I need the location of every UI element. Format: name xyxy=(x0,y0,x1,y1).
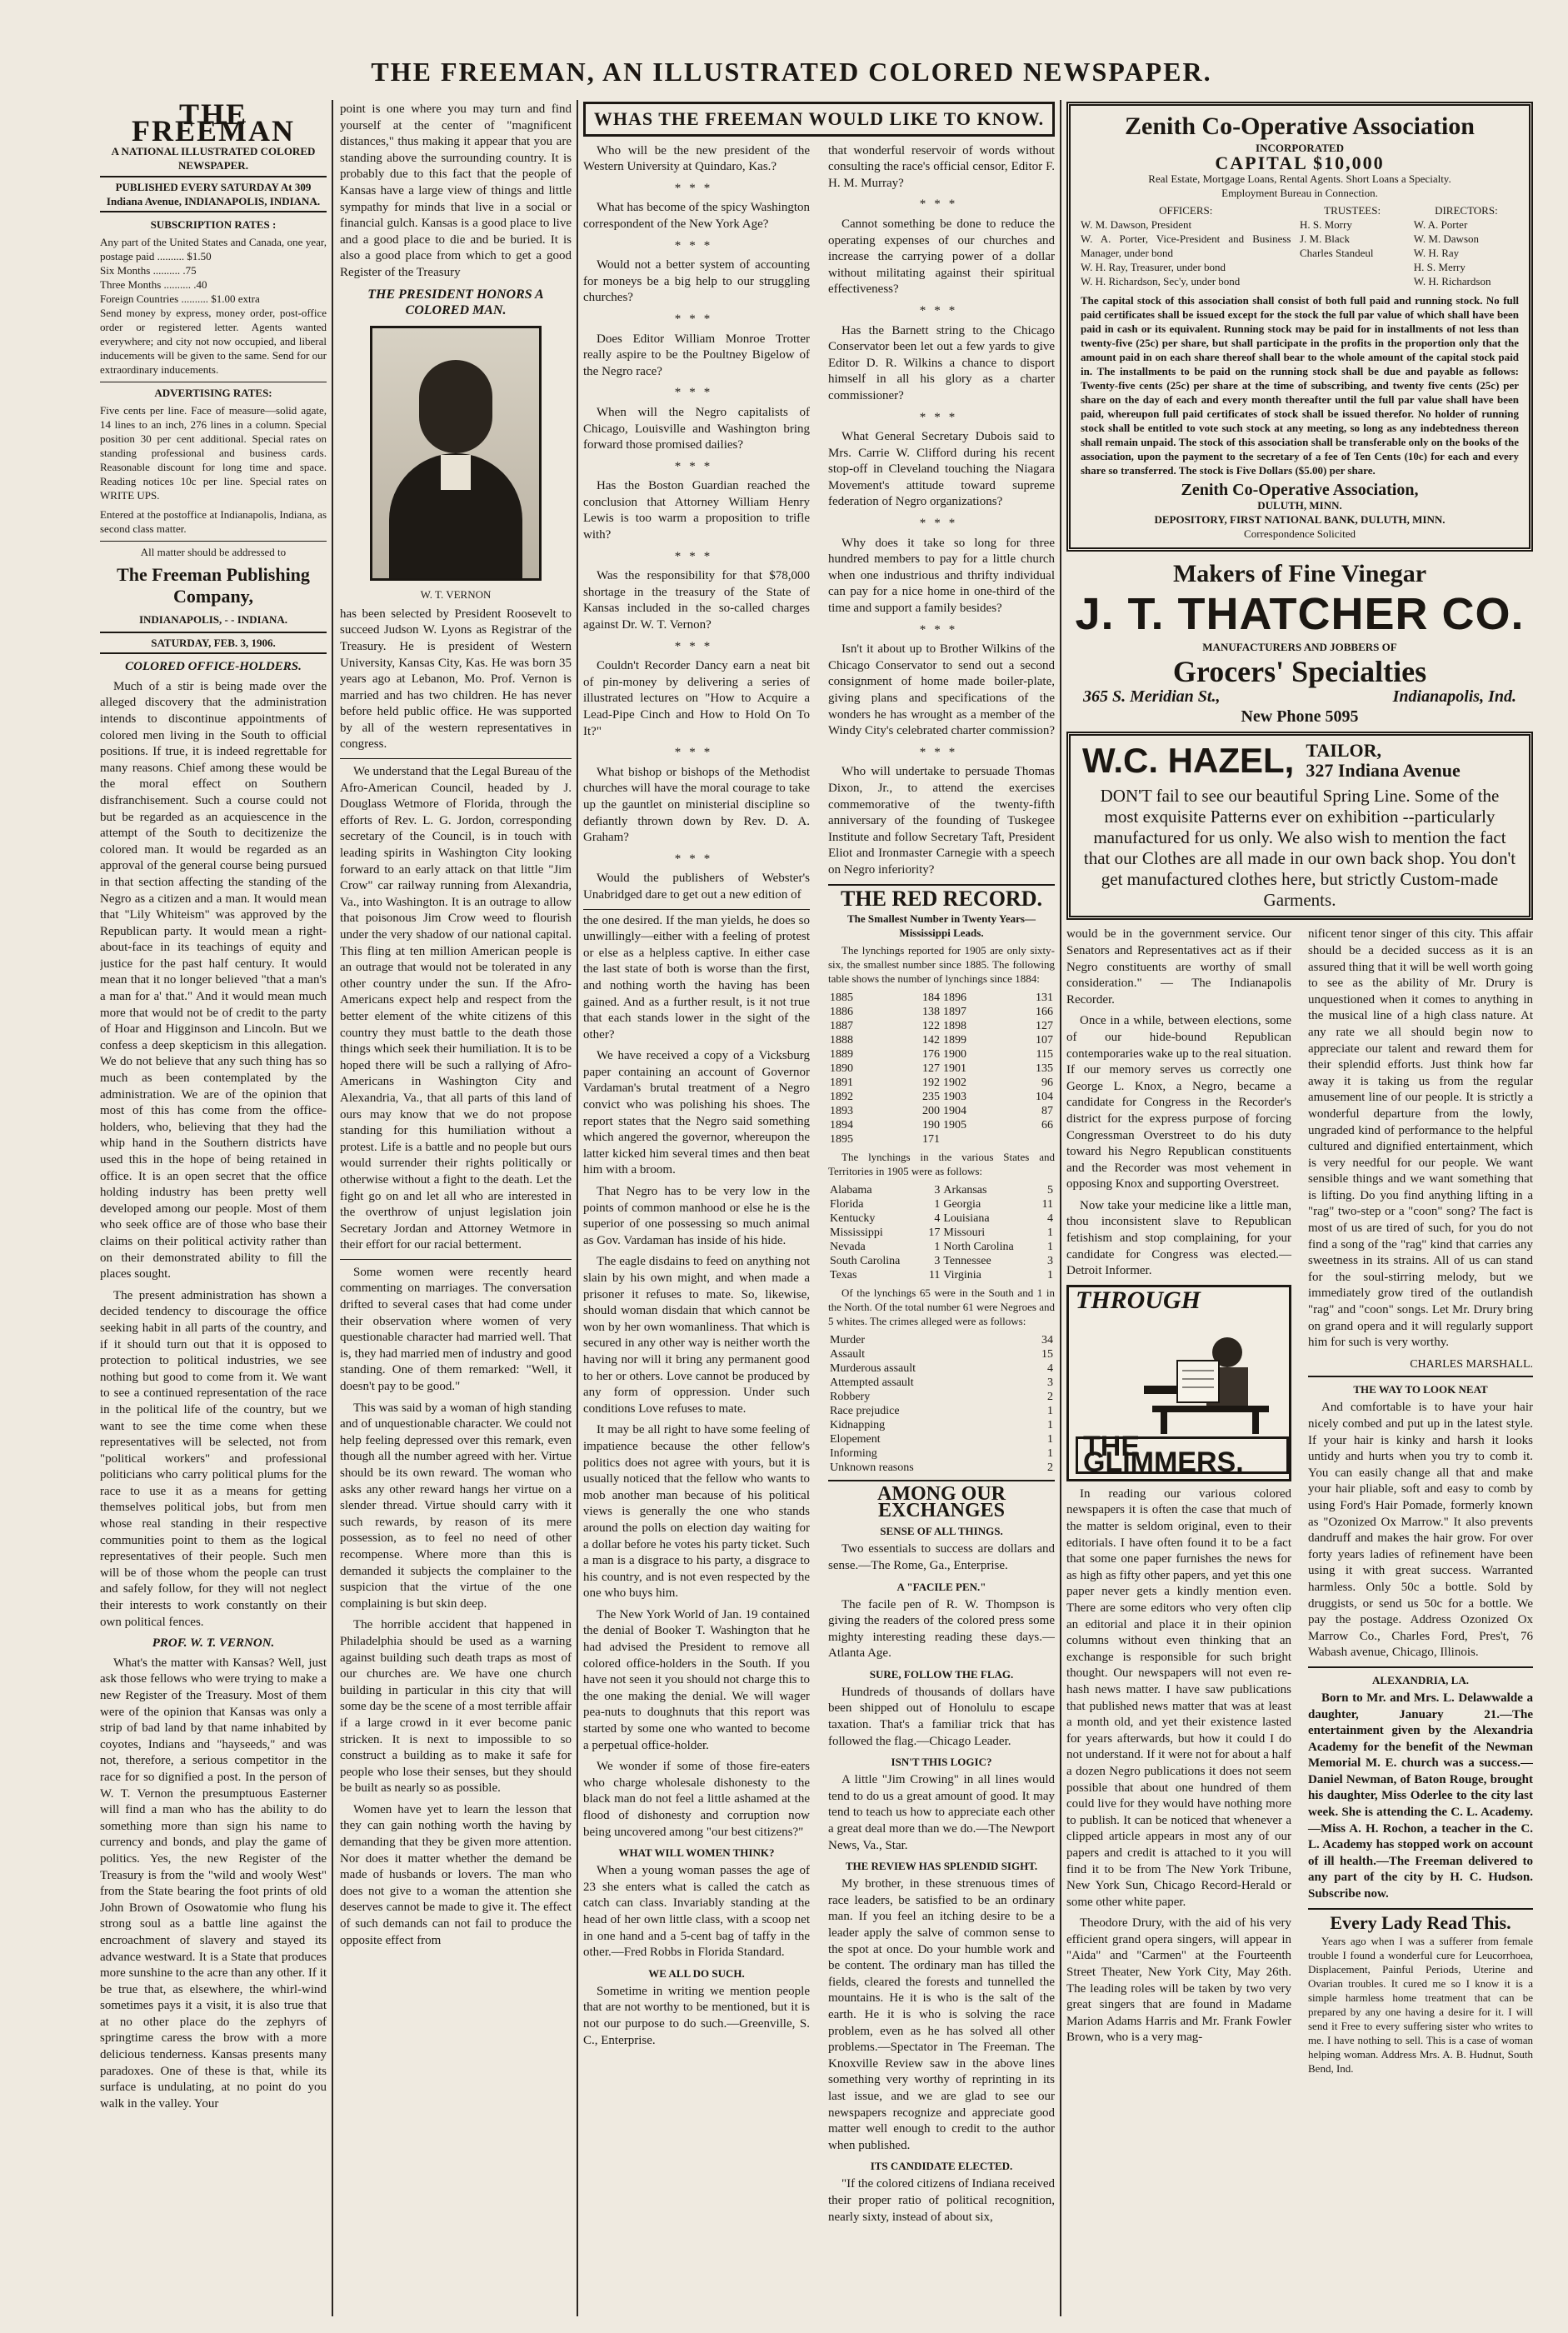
table-cell: 1 xyxy=(1047,1405,1053,1418)
question: Why does it take so long for three hundred members to pay for a little church when one industrious and thrifty individual can pay for a nice home in one-third of the time and support a family besides? xyxy=(828,536,1055,616)
vernon-appointment: has been selected by President Roosevelt to succeed Judson W. Lyons as Registrar of the Treasury. He is president of Western University, Kansas City, Kas. He was born 35 years ago at Lebanon, Mo. Prof. Vernon is married and has two children. He has never before held public office. He was supported by all of the western representatives in congress. xyxy=(340,607,572,752)
table-cell: 1 xyxy=(1047,1269,1053,1282)
director: W. A. Porter xyxy=(1413,217,1468,231)
state-row xyxy=(828,1211,1055,1226)
states-intro: The lynchings in the various States and Territories in 1905 were as follows: xyxy=(828,1151,1055,1178)
table-cell: 166 xyxy=(1036,1006,1053,1019)
table-cell: 3 xyxy=(934,1255,941,1268)
we-do-heading: WE ALL DO SUCH. xyxy=(648,1966,745,1980)
entered-notice: Entered at the postoffice at Indianapolis, Indiana, as second class matter. xyxy=(100,508,327,536)
table-cell: 127 xyxy=(1036,1020,1053,1033)
table-cell: Louisiana xyxy=(943,1212,990,1226)
table-cell: Unknown reasons xyxy=(830,1461,914,1475)
exchange-heading: THE REVIEW HAS SPLENDID SIGHT. xyxy=(845,1860,1038,1873)
year-row xyxy=(828,1118,1055,1132)
table-cell: 3 xyxy=(1047,1255,1053,1268)
table-cell: 235 xyxy=(921,1091,940,1104)
drury-continued: nificent tenor singer of this city. This affair should be a decided success as it is an assured thing that it will be well worth going to see as the ability of Mr. Drury is unquestioned when it comes to anything in the musical line of a high class nature. At any rate we all should begin now to appreciate our talent and reward them for their splendid efforts. Just think how far away it is taking us from the regular amusement line of our people. It is strictly a wonderful departure from the lowly, ungraded kind of performance to the helpful cultured and dignified entertainment, which is very needful for our people. We want sensible things and we want something that is lifting. Do you find anything lifting in a "rag" two-step or a "coon" song? The fact is most of us are tired of such, for you do not find a song of the "rag" kind that carries any sweetness in its strains. All of us can stand for the soul-stirring melody, but we immediately grow tired of the outlandish "rag" and "coon" songs. Let Mr. Drury bring on grand opera and it will regularly support him for such is very worthy. xyxy=(1308,927,1533,1350)
year-row xyxy=(828,1076,1055,1090)
exchange-heading: ITS CANDIDATE ELECTED. xyxy=(870,2160,1013,2173)
exchange-heading: SENSE OF ALL THINGS. xyxy=(880,1525,1003,1538)
zenith-depository: DEPOSITORY, FIRST NATIONAL BANK, DULUTH, MINN. xyxy=(1154,513,1446,527)
question: Who will be the new president of the Western University at Quindaro, Kas.? xyxy=(583,143,810,174)
we-do-paragraph: Sometime in writing we mention people that are not worthy to be mentioned, but it is not our purpose to do such.—Greenville, S. C., Enterprise. xyxy=(583,1984,810,2047)
lynching-crimes-table xyxy=(828,1333,1055,1475)
crime-row xyxy=(828,1418,1055,1432)
zenith-signature: Zenith Co-Operative Association, xyxy=(1181,480,1419,499)
question: When will the Negro capitalists of Chicago, Louisville and Washington bring forward those promised dailies? xyxy=(583,405,810,452)
table-cell: 1903 xyxy=(942,1091,966,1104)
exchanges-list xyxy=(828,1524,1055,2226)
table-cell: 115 xyxy=(1036,1048,1053,1062)
lower-paragraph: We wonder if some of those fire-eaters who charge wholesale dishonesty to the black man do not feel a little ashamed at the flood of dishonesty and corruption now being uncovered among "our best citizens?" xyxy=(583,1760,810,1839)
table-cell: Texas xyxy=(830,1269,857,1282)
table-cell: 192 xyxy=(921,1077,940,1090)
lower-paragraph: the one desired. If the man yields, he does so unwillingly—either with a feeling of protest or else as a helpless captive. In either case the last state of both is worse than the first, and nothing worth the having has been gained. And as a further result, is it not true that each stands lower in the sight of the other? xyxy=(583,913,810,1042)
table-cell xyxy=(941,1132,1005,1147)
trustees-heading: TRUSTEES: xyxy=(1324,203,1381,217)
crime-row xyxy=(828,1446,1055,1461)
officer: W. M. Dawson, President xyxy=(1081,217,1192,231)
table-cell: 1896 xyxy=(942,992,966,1005)
year-row xyxy=(828,1005,1055,1019)
manufacturers-line: MANUFACTURERS AND JOBBERS OF xyxy=(1202,641,1397,654)
hazel-ad xyxy=(1066,732,1533,920)
editorial-paragraph: Much of a stir is being made over the alleged discovery that the administration intends to discontinue appointments of colored men living in the South to official positions. If true, it is indeed regrettable for many reasons. Chief among these would be the moral effect on Southern disfranchisement. Such a course could not but be regarded as an acquiescence in the attempt of the South to decitizenize the colored man. It would be regarded as an approval of the general course being pursued in that section affecting the standing of the Negro as a citizen and a man. It would mean that "Lily Whiteism" was approved by the Republican party. It would mean a right-about-face in its teachings of equity and justice for the past half century. It would mean that it no longer believed "that a man's a man for a' that." And it would mean much more that would not be of credit to the party of Hoar and Higginson and Lincoln. But we confess a deep skepticism in this allegation. We do not believe that any such thing has so much as been contemplated by the administration. We are of the opinion that most of this has come from the office-holders, who, believing that they had the whip hand in the Southern districts have used this in the hope of being retained in office. It is an open secret that the office holding industry has been pretty well developed among our people. Most of them who seek office are of those who base their claims on their political activity rather than on their demonstrated ability to fill the places sought. xyxy=(100,679,327,1281)
masthead: THE FREEMAN, AN ILLUSTRATED COLORED NEWSPAPER. xyxy=(371,57,1212,87)
zenith-ad xyxy=(1066,102,1533,552)
column-2 xyxy=(340,102,572,2310)
column-1 xyxy=(100,102,327,2310)
hazel-address: 327 Indiana Avenue xyxy=(1306,760,1461,782)
lower-paragraph: The New York World of Jan. 19 contained the denial of Booker T. Washington that he had advised the President to remove all colored office-holders in the South. If you have not seen it you should not charge this to the one making the denial. We will wager pea-nuts to doughnuts that this report was started by some one who wanted to become a perpetual office-holder. xyxy=(583,1607,810,1752)
legal-bureau-paragraph: We understand that the Legal Bureau of the Afro-American Council, headed by J. Douglass Wetmore of Florida, through the efforts of Rev. L. G. Jordon, corresponding secretary of the Council, is in touch with leading spirits in Washington City looking forward to an early attack on that little "Jim Crow" car railway running from Alexandria, Va., into Washington. It is an outrage to allow that poisonous Jim Crow weed to flourish under the very shadow of our national capital. This fling at ten million American people is an outrage that would not be tolerated in any other country under the sun. If the Afro-Americans expect help and respect from the better element of the white citizens of this country they must battle to the death those things which seek their humiliation. It is to be hoped there will be such a rallying of Afro-Americans in Washington City and Alexandria, Va., that all parts of this land of ours may know that we do not propose standing for this humiliation without a protest. Life is a battle and no people but ours would surrender their rights politically or otherwise without a fight to the death. Let the fight go on and let all who are interested in the overthrow of unjust legislation join Secretary Jordan and Attorney Wetmore in their effort for our racial betterment. xyxy=(340,765,572,1252)
table-cell: 1904 xyxy=(942,1105,966,1118)
thatcher-address: 365 S. Meridian St., xyxy=(1083,687,1221,707)
director: H. S. Merry xyxy=(1413,260,1466,273)
table-cell: 66 xyxy=(1041,1119,1053,1132)
table-cell: 1 xyxy=(1047,1419,1053,1432)
table-cell: 1895 xyxy=(830,1133,853,1147)
advertising-heading: ADVERTISING RATES: xyxy=(100,382,327,400)
look-neat-paragraph: And comfortable is to have your hair nicely combed and put up in the latest style. If your hair is kinky and harsh it looks untidy and hurts when you try to comb it. You can easily change all that and make your hair pliable, soft and easy to comb by using Ford's Hair Pomade, formerly known as "Ozonized Ox Marrow." It also prevents dandruff and makes the hair grow. For over forty years ladies of refinement have been using it with great success. Warranted harmless. Only 50c a bottle. Sold by druggists, or send us 50c for a bottle. We pay the postage. Address Ozonized Ox Marrow Co., Charles Ford, Pres't, 76 Wabash avenue, Chicago, Illinois. xyxy=(1308,1401,1533,1660)
trustee: Charles Standeul xyxy=(1300,246,1374,259)
year-row xyxy=(828,991,1055,1005)
table-cell: 2 xyxy=(1047,1391,1053,1404)
vinegar-line: Makers of Fine Vinegar xyxy=(1172,560,1427,588)
women-paragraph: When a young woman passes the age of 23 she enters what is called the catch as catch can class. Invariably standing at the head of her own little class, with a scoop net in one hand and a 5-cent bag of taffy in the other.—Fred Robbs in Florida Standard. xyxy=(583,1864,810,1960)
freeman-would-like-to-know-banner: WHAS THE FREEMAN WOULD LIKE TO KNOW. xyxy=(583,102,1055,137)
table-cell: 1898 xyxy=(942,1020,966,1033)
table-cell: 1 xyxy=(934,1241,941,1254)
vernon-portrait xyxy=(370,326,542,581)
zenith-title: Zenith Co-Operative Association xyxy=(1125,112,1475,140)
zenith-services: Real Estate, Mortgage Loans, Rental Agents. Short Loans a Specialty. xyxy=(1148,172,1451,185)
exchange-text: My brother, in these strenuous times of race leaders, be satisfied to be an ordinary man. If you feel an itching desire to be a leader apply the salve of common sense to the spot at once. Do your humble work and be content. The ordinary man has tilled the fields, cleared the forests and tunnelled the mountains. He it is who is the salt of the earth. He it is who is solving the race problem, even as he has solved all other problems.—Spectator in The Freeman. The Knoxville Review saw in the above lines something very worthy of reprinting in its last issue, and we are glad to see our newspapers recognize and appreciate good matter well enough to credit to the author when published. xyxy=(828,1877,1055,2152)
question: What General Secretary Dubois said to Mrs. Carrie W. Clifford during his recent stop-off in Cleveland touching the Niagara Movement's attitude toward supreme federation of Negro organizations? xyxy=(828,430,1055,509)
address-heading: All matter should be addressed to xyxy=(100,541,327,559)
editorial-heading: COLORED OFFICE-HOLDERS. xyxy=(125,660,302,674)
table-cell: Robbery xyxy=(830,1391,871,1404)
divider xyxy=(340,758,572,759)
crime-row xyxy=(828,1461,1055,1475)
table-cell: 15 xyxy=(1041,1348,1053,1361)
published-notice: PUBLISHED EVERY SATURDAY At 309 Indiana Avenue, INDIANAPOLIS, INDIANA. xyxy=(100,176,327,212)
issue-date: SATURDAY, FEB. 3, 1906. xyxy=(100,632,327,654)
exchange-text: A little "Jim Crowing" in all lines would tend to do us a great amount of good. It may tend to teach us how to appreciate each other a great deal more than we do.—The Newport News, Va., Star. xyxy=(828,1773,1055,1852)
column-4-left xyxy=(1066,927,1291,2081)
table-cell: 176 xyxy=(921,1048,940,1062)
look-neat-heading: THE WAY TO LOOK NEAT xyxy=(1353,1383,1488,1396)
red-record-intro: The lynchings reported for 1905 are only sixty-six, the smallest number since 1885. The following table shows the number of lynchings since 1884: xyxy=(828,944,1055,986)
knox-paragraph: Once in a while, between elections, some of our hide-bound Republican contemporaries wake up to the real situation. If our memory serves us correctly one George L. Knox, a Negro, became a candidate for Congress in the Recorder's district for the express purpose of forcing Congressman Overstreet to do his duty toward his Negro Republican constituents and the Recorder was most vehement in opposing Knox and supporting Overstreet. xyxy=(1066,1014,1291,1191)
table-cell: 3 xyxy=(1047,1376,1053,1390)
table-cell: Virginia xyxy=(943,1269,981,1282)
table-cell: 11 xyxy=(1041,1198,1053,1211)
lower-paragraph: The eagle disdains to feed on anything not slain by his own might, and when made a prisoner it refuses to mate. So, likewise, should woman disdain that which cannot be won by her own womanliness. That which is secured in any other way is neither worth the having nor will it bring any permanent good to her or others. Love cannot be produced by any form of oppression. Under such conditions Love refuses to mate. xyxy=(583,1255,810,1416)
rate-line: Any part of the United States and Canada, one year, postage paid .......... $1.50 xyxy=(100,236,327,263)
exchanges-heading: AMONG OUR EXCHANGES xyxy=(877,1483,1006,1521)
question: Who will undertake to persuade Thomas Dixon, Jr., to attend the exercises commemorative of the twenty-fifth anniversary of the founding of Tuskegee Institute and follow Secretary Taft, President Eliot and Ironmaster Carnegie with a speech on Negro inferiority? xyxy=(828,765,1055,877)
table-cell: 2 xyxy=(1047,1461,1053,1475)
question: Would the publishers of Webster's Unabridged dare to get out a new edition of xyxy=(583,872,810,902)
hazel-name: W.C. HAZEL, xyxy=(1082,741,1295,781)
lynching-years-table xyxy=(828,991,1055,1147)
zenith-incorporated: INCORPORATED xyxy=(1256,142,1344,154)
exchange-heading: ISN'T THIS LOGIC? xyxy=(891,1756,992,1769)
table-cell: 1889 xyxy=(830,1048,853,1062)
thatcher-city: Indianapolis, Ind. xyxy=(1392,687,1516,707)
table-cell: Race prejudice xyxy=(830,1405,900,1418)
exchange-text: Hundreds of thousands of dollars have been shipped out of Honolulu to escape taxation. That's a familiar trick that has followed the flag.—Chicago Leader. xyxy=(828,1685,1055,1748)
table-cell: 171 xyxy=(921,1133,940,1147)
table-cell: Assault xyxy=(830,1348,865,1361)
question: Does Editor William Monroe Trotter really aspire to be the Poultney Bigelow of the Negro race? xyxy=(583,332,810,378)
editorial-paragraph: The present administration has shown a decided tendency to discourage the office seeking habit in all parts of the country, and if it should turn out that it is opposed to protection to political industries, we see nothing but good to come from it. We want to see a continued representation of the race in the political life of the country, but we want to see the time come when these representatives will be selected, not from "political workers" and professional politicians who carry political plums for the race to use it as a means for getting themselves political jobs, but from men whose real standing in their respective communities point to them as the logical representatives of their people. Such men will be of those whom the people can trust and safely follow, for they will not neglect their interests to work constantly on their own political fences. xyxy=(100,1288,327,1629)
table-cell: 1 xyxy=(934,1198,941,1211)
table-cell: 4 xyxy=(1047,1212,1053,1226)
rate-line: Foreign Countries .......... $1.00 extra xyxy=(100,292,260,306)
question: Has the Boston Guardian reached the conclusion that Attorney William Henry Lewis is too warm a proposition to trifle with? xyxy=(583,479,810,542)
hazel-text: DON'T fail to see our beautiful Spring Line. Some of the most exquisite Patterns ever on exhibition --particularly manufactured for us only. We also wish to mention the fact that our Clothes are all made in our own back shop. You don't get manufactured clothes here, but strictly Custom-made Garments. xyxy=(1083,786,1516,911)
table-cell: 142 xyxy=(921,1034,940,1047)
table-cell: Missouri xyxy=(943,1226,986,1240)
table-cell: Murderous assault xyxy=(830,1362,916,1376)
trustee: H. S. Morry xyxy=(1300,217,1352,231)
question: What bishop or bishops of the Methodist churches will have the moral courage to take up the gauntlet on ministerial discipline so defiantly thrown down by Rev. D. A. Graham? xyxy=(583,765,810,845)
table-cell: 11 xyxy=(928,1269,941,1282)
question: that wonderful reservoir of words without consulting the race's official censor, Editor F. H. M. Murray? xyxy=(828,143,1055,190)
table-cell: 122 xyxy=(921,1020,940,1033)
table-cell: 184 xyxy=(921,992,940,1005)
states-note: Of the lynchings 65 were in the South and 1 in the North. Of the total number 61 were Negroes and 5 whites. The crimes alleged were as follows: xyxy=(828,1286,1055,1328)
grocers-line: Grocers' Specialties xyxy=(1172,655,1427,689)
directors-heading: DIRECTORS: xyxy=(1435,203,1498,217)
table-cell: Alabama xyxy=(830,1184,872,1197)
column-3 xyxy=(583,102,1055,2310)
table-cell: 1893 xyxy=(830,1105,853,1118)
crime-row xyxy=(828,1376,1055,1390)
zenith-capital: CAPITAL $10,000 xyxy=(1215,152,1385,173)
rates-heading: SUBSCRIPTION RATES : xyxy=(150,218,277,232)
crime-row xyxy=(828,1333,1055,1347)
column-rule xyxy=(332,100,333,2316)
column-rule xyxy=(577,100,578,2316)
table-cell: 1890 xyxy=(830,1062,853,1076)
crime-row xyxy=(828,1432,1055,1446)
table-cell: 5 xyxy=(1047,1184,1053,1197)
table-cell: 190 xyxy=(921,1119,940,1132)
table-cell: 3 xyxy=(934,1184,941,1197)
table-cell: 1885 xyxy=(830,992,853,1005)
philadelphia-paragraph: The horrible accident that happened in Philadelphia should be used as a warning against building such death traps as most of our churches are. We have one church building in particular in this city that will some day be the scene of a most terrible affair if a large crowd in it ever become panic stricken. It is next to impossible to so construct a building as to make it safe for people who lose their senses, but they should be built as nearly so as possible. xyxy=(340,1618,572,1796)
every-lady-paragraph: Years ago when I was a sufferer from female trouble I found a wonderful cure for Leucorrhoea, Displacement, Painful Periods, Uterine and Ovarian troubles. It cured me so I know it is a simple harmless home treatment that can be prepared by any one having a desire for it. I will send it Free to every suffering sister who writes to me. I have nothing to sell. This is a case of woman helping woman. Address Mrs. A. B. Hudnut, South Bend, Ind. xyxy=(1308,1935,1533,2076)
table-cell: 1900 xyxy=(942,1048,966,1062)
state-row xyxy=(828,1197,1055,1211)
reading-man-illustration xyxy=(1127,1327,1277,1436)
year-row xyxy=(828,1090,1055,1104)
year-row xyxy=(828,1062,1055,1076)
officers-heading: OFFICERS: xyxy=(1159,203,1213,217)
paper-subtitle: A NATIONAL ILLUSTRATED COLORED NEWSPAPER. xyxy=(111,145,316,172)
thatcher-name: J. T. THATCHER CO. xyxy=(1075,589,1525,640)
question: Was the responsibility for that $78,000 shortage in the treasury of the State of Kansas included in the so-called charges against Dr. W. T. Vernon? xyxy=(583,569,810,632)
table-cell: 1894 xyxy=(830,1119,853,1132)
table-cell: 87 xyxy=(1041,1105,1053,1118)
table-cell: 1887 xyxy=(830,1020,853,1033)
year-row xyxy=(828,1033,1055,1047)
table-cell: Tennessee xyxy=(943,1255,991,1268)
table-cell: South Carolina xyxy=(830,1255,901,1268)
officer: W. H. Ray, Treasurer, under bond xyxy=(1081,260,1226,273)
year-row xyxy=(828,1104,1055,1118)
rates-note: Send money by express, money order, post-office order or registered letter. Agents wanted everywhere; and city not now occupied, and liberal inducements will be given to the same. Send for our extraordinary inducements. xyxy=(100,307,327,377)
question: Has the Barnett string to the Chicago Conservator been let out a few yards to give Editor D. R. Wilkins a chance to disport himself in all his glory as a charter commissioner? xyxy=(828,323,1055,402)
table-cell: 1897 xyxy=(942,1006,966,1019)
table-cell: Kentucky xyxy=(830,1212,876,1226)
table-cell: 1902 xyxy=(942,1077,966,1090)
alexandria-paragraph: Born to Mr. and Mrs. L. Delawwalde a daughter, January 21.—The entertainment given by the Alexandria Academy for the benefit of the Newman Memorial M. E. church was a success.—Daniel Newman, of Baton Rouge, brought his daughter, Miss Oderlee to the city last week. She is attending the C. L. Academy.—Miss A. H. Rochon, a teacher in the C. L. Academy has stopped work on account of ill health.—The Freeman delivered to any part of the city by H. C. Hudson. Subscribe now. xyxy=(1308,1691,1533,1901)
column-4 xyxy=(1066,102,1533,2310)
vernon-paragraph: What's the matter with Kansas? Well, just ask those fellows who were trying to make a new Register of the Treasury. Most of them were of the opinion that Kansas was only a strip of bad land by that name inhabited by coyotes, Indians and "hayseeds," and was not, therefore, a serious competitor in the race for so dignified a post. In the person of W. T. Vernon the presumptuous Easterner will find a man who has the ability to do something more than sign his name to currency and bonds, and play the game of politics. Yes, the new Register of the Treasury is from the "wild and wooly West" from the State bearing the foot prints of old John Brown of Osowatomie who flung his strong soul as a battle line against the encroachment of slavery and stayed its advance westward. It is a State that produces more sunshine to the acre than any other. If it be true that, as elsewhere, the whirl-wind sometimes pays it a visit, it is also true that at no other place do the zephyrs of springtime caress the brow with a more delicious tenderness. Kansas presents many paradoxes. One of these is that, while its surface is undulating, at no point do you walk in the valley. Your xyxy=(100,1656,327,2111)
zenith-terms: The capital stock of this association shall consist of both full paid and running stock. No full paid certificates shall be issued except for the stock the full par value of which shall have been paid in cash or its equivalent. Running stock may be paid for in installments of not less than twenty-five (25c) per share, but shall participate in the profits in the proportion only that the amount paid in on each share thereof shall bear to the whole amount of the capital stock paid in. The installments to be paid on the running stock shall be due and payable as follows: Twenty-five cents (25c) per share at the time of subscribing, and twenty five cents (25c) per share on the day of each and every month thereafter until the full par value shall have been paid, whereupon full paid certificates of stock shall be issued therefor. No holder of running stock shall be entitled to vote such stock at any meeting, so long as any indebtedness thereon shall remain unpaid. The stock of this association shall be transferable only on the books of the association, upon the payment to the secretary of a fee of Ten Cents (10c) for each and every share so transferred. The stock is Five Dollars ($5.00) per share. xyxy=(1081,293,1519,477)
exchange-text: Two essentials to success are dollars and sense.—The Rome, Ga., Enterprise. xyxy=(828,1542,1055,1572)
state-row xyxy=(828,1183,1055,1197)
lynching-states-table xyxy=(828,1183,1055,1282)
year-row xyxy=(828,1047,1055,1062)
paper-title: THE FREEMAN xyxy=(132,102,295,147)
marriage-paragraph: Some women were recently heard commenting on marriages. The conversation drifted to several cases that had come under their observation where women of very questionable character had married well. That is, they had married men of industry and good standing. One of them remarked: "Well, it doesn't pay to be good." xyxy=(340,1265,572,1394)
table-cell: Attempted assault xyxy=(830,1376,914,1390)
state-row xyxy=(828,1226,1055,1240)
exchange-heading: A "FACILE PEN." xyxy=(896,1580,986,1593)
lower-paragraph: We have received a copy of a Vicksburg paper containing an account of Governor Vardaman's brutal treatment of a Negro convict who was polishing his shoes. The report states that the Negro said something which angered the governor, whereupon the latter kicked him several times and then beat him with a broom. xyxy=(583,1049,810,1177)
table-cell: 4 xyxy=(934,1212,941,1226)
crime-row xyxy=(828,1361,1055,1376)
zenith-correspondence: Correspondence Solicited xyxy=(1244,527,1356,541)
table-cell: 1 xyxy=(1047,1433,1053,1446)
table-cell: 131 xyxy=(1036,992,1053,1005)
divider xyxy=(340,1259,572,1260)
red-record-heading: THE RED RECORD. xyxy=(841,886,1042,911)
table-cell: Nevada xyxy=(830,1241,866,1254)
author-signature: CHARLES MARSHALL. xyxy=(1410,1357,1533,1371)
table-cell: 1886 xyxy=(830,1006,853,1019)
zenith-employment: Employment Bureau in Connection. xyxy=(1221,186,1378,199)
women-paragraph: Women have yet to learn the lesson that they can gain nothing worth the having by demanding that they be given more attention. Nor does it matter whether the demand be made of husbands or lovers. The man who does not give to a woman the attention she deserves cannot be made to give it. The effect of such demands can not fail to produce the opposite effect from xyxy=(340,1802,572,1947)
column-4-right xyxy=(1308,927,1533,2081)
question: What has become of the spicy Washington correspondent of the New York Age? xyxy=(583,201,810,231)
table-cell: 107 xyxy=(1036,1034,1053,1047)
table-cell: 135 xyxy=(1036,1062,1053,1076)
lower-paragraph: It may be all right to have some feeling of impatience because the other fellow's politics does not agree with yours, but it is usually noticed that the fellow who wants to mob another man because of his political views is generally the one who stands around the polls on election day waiting for a dollar before he votes his party ticket. Such a man is a disgrace to his party, a disgrace to his country, and is not even respected by the one who buys him. xyxy=(583,1423,810,1601)
table-cell: Kidnapping xyxy=(830,1419,886,1432)
exchange-text: The facile pen of R. W. Thompson is giving the readers of the colored press some mighty interesting reading these days.—Atlanta Age. xyxy=(828,1597,1055,1661)
crime-row xyxy=(828,1347,1055,1361)
crime-row xyxy=(828,1390,1055,1404)
rate-line: Six Months .......... .75 xyxy=(100,264,197,277)
zenith-officers-block xyxy=(1081,203,1519,288)
table-cell: 4 xyxy=(1047,1362,1053,1376)
table-cell: Elopement xyxy=(830,1433,881,1446)
women-heading: WHAT WILL WOMEN THINK? xyxy=(618,1846,775,1860)
table-cell: 34 xyxy=(1041,1334,1053,1347)
column-rule xyxy=(1060,100,1061,2316)
thatcher-ad xyxy=(1066,560,1533,725)
lower-paragraph: That Negro has to be very low in the points of common manhood or else he is the superior of one possessing so much animal as Gov. Vardaman has inside of his hide. xyxy=(583,1185,810,1247)
table-cell: 1901 xyxy=(942,1062,966,1076)
state-row xyxy=(828,1254,1055,1268)
year-row xyxy=(828,1132,1055,1147)
vernon-continued: point is one where you may turn and find yourself at the center of "magnificent distances," thus making it appear that you are standing above the surrounding country. It is probably due to this fact that the people of Kansas have a large view of things and little sympathy for minds that live in a social or financial gulch. Kansas is a good place to live and a good place to die and be buried. It is also a good place from which to get a good Register of the Treasury xyxy=(340,102,572,279)
table-cell: 104 xyxy=(1036,1091,1053,1104)
glimmers-paragraph: In reading our various colored newspapers it is often the case that much of the matter is seldom original, even to their editorials. I have often found it to be a fact that some one paper furnishes the news for as high as fifty other papers, and yet this one paper never gets a kindly mention even. There are some editors who very often clip an editorial and place it in their opinion columns without even thinking that an exchange is responsible for such bright thought. Our newspapers will not even re-hash news matter. I have saw publications that published news matter that was at least a month old, and yet their existence lasted for years afterwards, but how it could I do not understand. If it were not for about a half a dozen Negro publications it does not seem possible that about one hundred of them could live for they would have nothing more to publish. It can be noticed that whenever a clipped article appears in most any of our papers and credit is attached to it you will find it to be from The New York Tribune, New York Sun, Chicago Record-Herald or some other white paper. xyxy=(1066,1486,1291,1909)
state-row xyxy=(828,1268,1055,1282)
table-cell: 1905 xyxy=(942,1119,966,1132)
director: W. M. Dawson xyxy=(1413,232,1480,245)
recorder-paragraph: would be in the government service. Our Senators and Representatives act as if their Negro constituents are worthy of small consideration." — The Indianapolis Recorder. xyxy=(1066,927,1291,1007)
rate-line: Three Months .......... .40 xyxy=(100,278,207,292)
table-cell: 127 xyxy=(921,1062,940,1076)
question: Would not a better system of accounting for moneys be a big help to our struggling churches? xyxy=(583,258,810,305)
glimmers-cartoon xyxy=(1066,1285,1291,1481)
question: Cannot something be done to reduce the operating expenses of our churches and increase the carrying power of a dollar without militating against their spiritual effectiveness? xyxy=(828,217,1055,297)
zenith-city: DULUTH, MINN. xyxy=(1257,499,1342,512)
crime-row xyxy=(828,1404,1055,1418)
table-cell: 1888 xyxy=(830,1034,853,1047)
director: W. H. Richardson xyxy=(1413,274,1491,287)
drury-paragraph: Theodore Drury, with the aid of his very efficient grand opera singers, will appear in "Aida" and "Carmen" at the Fourteenth Street Theater, New York City, May 26th. The leading roles will be taken by two very great singers that are found in Madame Marion Adams Harris and Mr. Frank Fowler Brown, who is a very mag- xyxy=(1066,1916,1291,2045)
table-cell: Informing xyxy=(830,1447,877,1461)
table-cell xyxy=(1005,1132,1055,1147)
table-cell: 17 xyxy=(928,1226,941,1240)
table-cell: Florida xyxy=(830,1198,864,1211)
table-cell: Georgia xyxy=(943,1198,981,1211)
questions-right: that wonderful reservoir of words without consulting the race's official censor, Editor F. H. M. Murray? *** Cannot something be done to reduce the operating expenses of our churches and increase the carrying power of a dollar without militating against their spiritual effectiveness? *** Has the Barnett string to the Chicago Conservator been let out a few yards to give Editor D. R. Wilkins a chance to disport himself in all his glory as a charter commissioner? *** What General Secretary Dubois said to Mrs. Carrie W. Clifford during his recent stop-off in Cleveland touching the Niagara Movement's attitude toward supreme federation of Negro organizations? *** Why does it take so long for three hundred members to pay for a little church when one industrious and thrifty individual can pay for a nice home in one-third of the time and support a family besides? *** Isn't it about up to Brother Wilkins of the Chicago Conservator to send out a second consignment of home made boiler-plate, giving plans and specifications of the wonders he has wrought as a member of the Windy City's celebrated charter commission? *** Who will undertake to persuade Thomas Dixon, Jr., to attend the exercises commemorative of the twenty-fifth anniversary of the founding of Tuskegee Institute and follow Secretary Taft, President Eliot and Ironmaster Carnegie with a speech on Negro inferiority? THE RED RECORD. The Smallest Number in Twenty Years—Mississippi Leads. The lynchings reported for 1905 are only sixty-six, the smallest number since 1885. The following table shows the number of lynchings since 1884: 1885 184 1896 131 1886 138 1897 166 1887 122 1898 127 1888 142 1899 107 1889 176 1900 115 1890 127 1901 135 1891 192 1902 96 1892 235 1903 104 1893 200 1904 87 1894 190 1905 66 1895 171 The lynchings in the various States and Territories in 1905 were as follows: Alabama 3 Arkansas 5 Florida 1 Georgia 11 Kentucky 4 Louisiana 4 Mississippi 17 Missouri 1 Nevada 1 North Carolina 1 South Carolina 3 Tennessee 3 Texas 11 Virginia 1 Of the lynchings 65 were in the South and 1 in the North. Of the total number 61 were Negroes and 5 whites. The crimes alleged were as follows: Murder 34 Assault 15 Murderous assault 4 Attempted assault 3 Robbery 2 Race prejudice 1 Kidnapping 1 Elopement 1 Informing 1 Unknown reasons 2 AMONG OUR EXCHANGES SENSE OF ALL THINGS. Two essentials to success are dollars and sense.—The Rome, Ga., Enterprise. A "FACILE PEN." The facile pen of R. W. Thompson is giving the readers of the colored press some mighty interesting reading these days.—Atlanta Age. SURE, FOLLOW THE FLAG. Hundreds of thousands of dollars have been shipped out of Honolulu to escape taxation. That's a familiar trick that has followed the flag.—Chicago Leader. ISN'T THIS LOGIC? A little "Jim Crowing" in all lines would tend to do us a great amount of good. It may tend to teach us how to appreciate each other a great deal more than we do.—The Newport News, Va., Star. THE REVIEW HAS SPLENDID SIGHT. My brother, in these strenuous times of race leaders, be satisfied to be an ordinary man. If you feel an itching desire to be a leader apply the salve of common sense to the spot at once. Do your humble work and be content. The ordinary man has tilled the fields, cleared the forests and tunnelled the mountains. He it is who is the salt of the earth. He it is who is solving the race problem, even as he has solved all other problems.—Spectator in The Freeman. The Knoxville Review saw in the above lines something very worthy of reprinting in its last issue, and we are glad to see our newspapers recognize and appreciate good matter well enough to credit to the author when published. ITS CANDIDATE ELECTED. "If the colored citizens of Indiana received their proper ratio of political recognition, nearly sixty, instead of about six, xyxy=(828,143,1055,2231)
officer: W. H. Richardson, Sec'y, under bond xyxy=(1081,274,1241,287)
photo-heading: THE PRESIDENT HONORS A COLORED MAN. xyxy=(367,287,544,318)
year-row xyxy=(828,1019,1055,1033)
informer-paragraph: Now take your medicine like a little man, thou inconsistent slave to Republican fetishism and stop complaining, for your candidate for Congress was elected.—Detroit Informer. xyxy=(1066,1198,1291,1278)
table-cell: 1899 xyxy=(942,1034,966,1047)
exchange-heading: SURE, FOLLOW THE FLAG. xyxy=(869,1667,1014,1681)
hazel-trade: TAILOR, xyxy=(1306,740,1381,762)
table-cell: Arkansas xyxy=(943,1184,987,1197)
table-cell: 1892 xyxy=(830,1091,853,1104)
trustee: J. M. Black xyxy=(1300,232,1350,245)
question: Couldn't Recorder Dancy earn a neat bit of pin-money by delivering a series of illustrated lectures on "How to Acquire a Lead-Pipe Cinch and How to Hold On To It?" xyxy=(583,659,810,738)
director: W. H. Ray xyxy=(1413,246,1460,259)
table-cell: 96 xyxy=(1041,1077,1053,1090)
table-cell: North Carolina xyxy=(943,1241,1014,1254)
company-name: The Freeman Publishing Company, xyxy=(117,564,310,607)
cartoon-title-top: THROUGH xyxy=(1076,1286,1201,1314)
thatcher-phone: New Phone 5095 xyxy=(1241,707,1359,726)
table-cell: 1 xyxy=(1047,1241,1053,1254)
table-cell: 1891 xyxy=(830,1077,853,1090)
questions-left: Who will be the new president of the Western University at Quindaro, Kas.? *** What has become of the spicy Washington correspondent of the New York Age? *** Would not a better system of accounting for moneys be a big help to our struggling churches? *** Does Editor William Monroe Trotter really aspire to be the Poultney Bigelow of the Negro race? *** When will the Negro capitalists of Chicago, Louisville and Washington bring forward those promised dailies? *** Has the Boston Guardian reached the conclusion that Attorney William Henry Lewis is too warm a proposition to trifle with? *** Was the responsibility for that $78,000 shortage in the treasury of the State of Kansas included in the so-called charges against Dr. W. T. Vernon? *** Couldn't Recorder Dancy earn a neat bit of pin-money by delivering a series of illustrated lectures on "How to Acquire a Lead-Pipe Cinch and How to Hold On To It?" *** What bishop or bishops of the Methodist churches will have the moral courage to take up the gauntlet on ministerial discipline so defiantly thrown down by Rev. D. A. Graham? *** Would the publishers of Webster's Unabridged dare to get out a new edition of the one desired. If the man yields, he does so unwillingly—either with a feeling of protest or else as a helpless captive. In either case the last state of both is worse than the first, and nothing worth the having has been gained. And as a further result, is it not true that each stands lower in the sight of the other? We have received a copy of a Vicksburg paper containing an account of Governor Vardaman's brutal treatment of a Negro convict who was polishing his shoes. The report states that the Negro said something which angered the governor, whereupon the latter kicked him several times and then beat him with a broom. That Negro has to be very low in the points of common manhood or else he is the superior of one possessing so much animal as Gov. Vardaman has inside of his hide. The eagle disdains to feed on anything not slain by his own might, and when made a prisoner it refuses to mate. So, likewise, should woman disdain that which cannot be won by her own womanliness. That which is secured in any other way is neither worth the having nor will it bring any permanent good to her or others. Love cannot be produced by any form of oppression. Under such conditions Love refuses to mate. It may be all right to have some feeling of impatience because the other fellow's politics does not agree with yours, but it is usually noticed that the fellow who wants to mob another man because of his political views is generally the one who stands around the polls on election day waiting for a dollar before he votes his party ticket. Such a man is a disgrace to his party, a disgrace to his country, and is not even respected by the one who buys him. The New York World of Jan. 19 contained the denial of Booker T. Washington that he had advised the President to remove all colored office-holders in the South. If you have not seen it you should not charge this to the one making the denial. We will wager pea-nuts to doughnuts that this report was started by some one who wanted to become a perpetual office-holder. We wonder if some of those fire-eaters who charge wholesale dishonesty to the black man do not feel a little ashamed at the flood of dishonesty and corruption now being uncovered among "our best citizens?" WHAT WILL WOMEN THINK? When a young woman passes the age of 23 she enters what is called the catch as catch can class. Invariably standing at the head of her own little class, with a scoop net in one hand and a 5-cent bag of taffy in the other.—Fred Robbs in Florida Standard. WE ALL DO SUCH. Sometime in writing we mention people that are not worthy to be mentioned, but it is not our purpose to do such.—Greenville, S. C., Enterprise. xyxy=(583,143,810,2231)
company-city: INDIANAPOLIS, - - INDIANA. xyxy=(138,613,288,627)
advertising-rates: Five cents per line. Face of measure—solid agate, 14 lines to an inch, 276 lines in a column. Special position 30 per cent additional. Special rates on standing professional and business cards. Reasonable discount for long time and space. Reading notices 10c per line. Special rates on WRITE UPS. xyxy=(100,404,327,502)
table-cell: Murder xyxy=(830,1334,865,1347)
officer: W. A. Porter, Vice-President and Business Manager, under bond xyxy=(1081,232,1291,259)
alexandria-heading: ALEXANDRIA, LA. xyxy=(1372,1673,1469,1686)
exchange-text: "If the colored citizens of Indiana received their proper ratio of political recognition, nearly sixty, instead of about six, xyxy=(828,2177,1055,2224)
question: Isn't it about up to Brother Wilkins of the Chicago Conservator to send out a second consignment of home made boiler-plate, giving plans and specifications of the wonders he has wrought as a member of the Windy City's celebrated charter commission? xyxy=(828,642,1055,738)
cartoon-title-bottom: THE GLIMMERS. xyxy=(1076,1436,1289,1474)
red-record-subheading: The Smallest Number in Twenty Years—Mississippi Leads. xyxy=(847,912,1036,940)
marriage-paragraph: This was said by a woman of high standing and of unquestionable character. We could not help feeling depressed over this remark, even though all the number agreed with her. Virtue should be its own reward. The woman who asks any other reward hangs her virtue on a slender thread. Virtue should carry with it such rewards, by reason of its mere possession, as to feel no need of other recompense. Where more than this is demanded it subjects the complainer to the suspicion that the virtue of the one complaining is but skin deep. xyxy=(340,1401,572,1611)
table-cell: 138 xyxy=(921,1006,940,1019)
table-cell: 1 xyxy=(1047,1226,1053,1240)
table-cell: 1 xyxy=(1047,1447,1053,1461)
every-lady-heading: Every Lady Read This. xyxy=(1330,1911,1511,1933)
table-cell: Mississippi xyxy=(830,1226,883,1240)
vernon-heading: PROF. W. T. VERNON. xyxy=(152,1636,275,1651)
photo-caption: W. T. VERNON xyxy=(420,587,492,601)
state-row xyxy=(828,1240,1055,1254)
table-cell: 200 xyxy=(921,1105,940,1118)
